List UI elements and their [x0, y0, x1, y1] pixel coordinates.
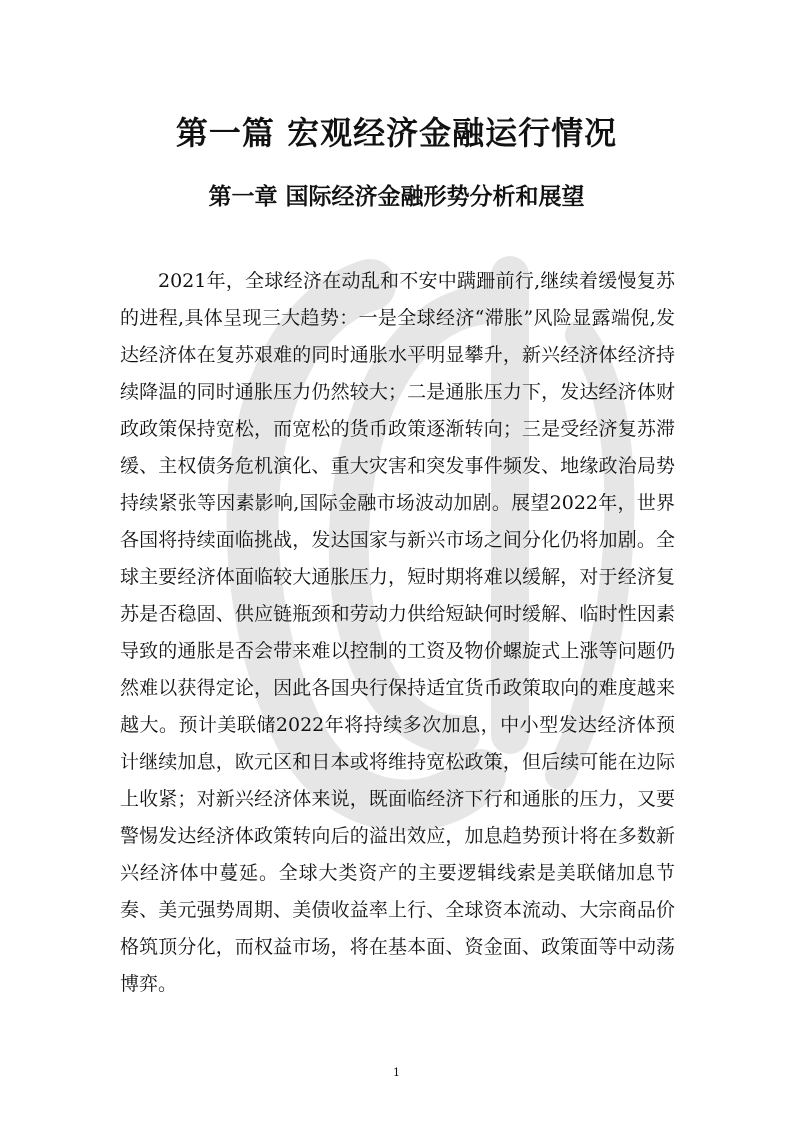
- chapter-title: 第一章 国际经济金融形势分析和展望: [208, 183, 585, 210]
- page-title: 第一篇 宏观经济金融运行情况: [175, 114, 618, 152]
- body-paragraph: 2021年，全球经济在动乱和不安中蹒跚前行,继续着缓慢复苏的进程,具体呈现三大趋势：一是全球经济“滞胀”风险显露端倪,发达经济体在复苏艰难的同时通胀水平明显攀升，新兴经济体经济持续降温的同时通胀压力仍然较大；二是通胀压力下，发达经济体财政政策保持宽松，而宽松的货币政策逐渐转向；三是受经济复苏滞缓、主权债务危机演化、重大灾害和突发事件频发、地缘政治局势持续紧张等因素影响,国际金融市场波动加剧。展望2022年，世界各国将持续面临挑战，发达国家与新兴市场之间分化仍将加剧。全球主要经济体面临较大通胀压力，短时期将难以缓解，对于经济复苏是否稳固、供应链瓶颈和劳动力供给短缺何时缓解、临时性因素导致的通胀是否会带来难以控制的工资及物价螺旋式上涨等问题仍然难以获得定论，因此各国央行保持适宜货币政策取向的难度越来越大。预计美联储2022年将持续多次加息，中小型发达经济体预计继续加息，欧元区和日本或将维持宽松政策，但后续可能在边际上收紧；对新兴经济体来说，既面临经济下行和通胀的压力，又要警惕发达经济体政策转向后的溢出效应，加息趋势预计将在多数新兴经济体中蔓延。全球大类资产的主要逻辑线索是美联储加息节奏、美元强势周期、美债收益率上行、全球资本流动、大宗商品价格筑顶分化，而权益市场，将在基本面、资金面、政策面等中动荡博弈。: [120, 270, 675, 995]
- page-number: 1: [393, 1066, 400, 1079]
